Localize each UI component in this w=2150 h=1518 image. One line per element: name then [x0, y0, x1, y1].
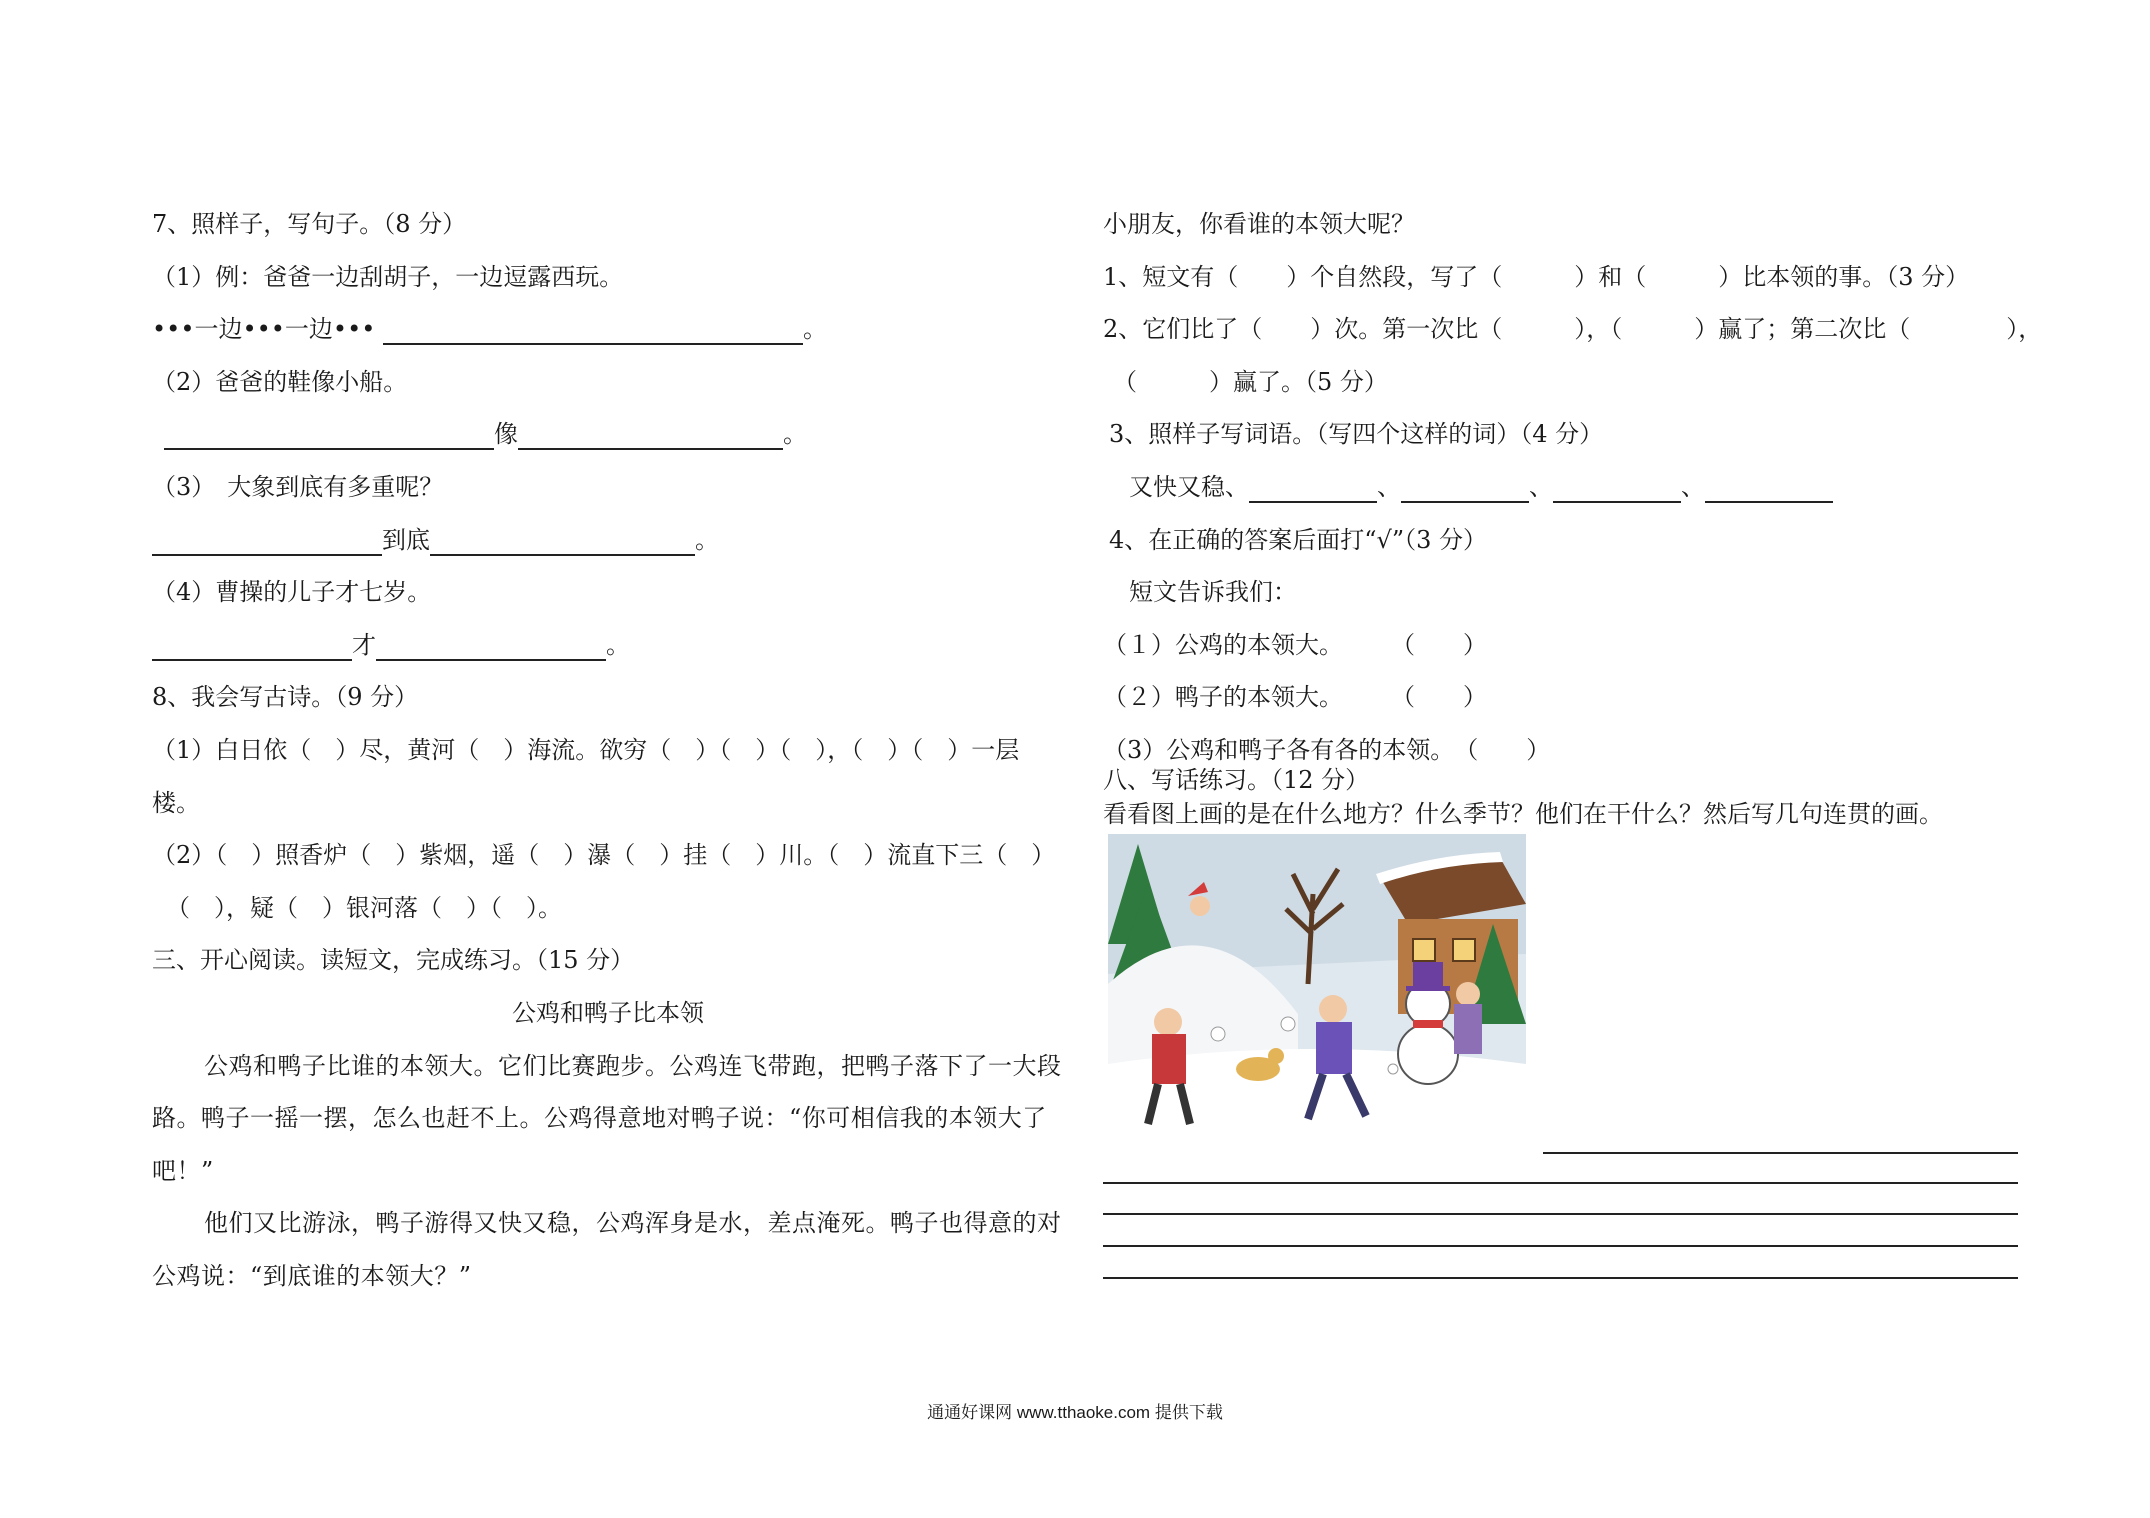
q7-2-answer-row — [152, 408, 1064, 461]
q8-title: 8、我会写古诗。（9 分） — [152, 683, 419, 712]
reading-q3-answer-row — [1103, 461, 2023, 514]
writing-line-1[interactable] — [1543, 1152, 2018, 1154]
reading-q3-blank-1[interactable] — [1249, 475, 1377, 503]
q7-1-pattern: •••一边•••一边••• — [152, 315, 376, 344]
q7-2-blank-b[interactable] — [518, 422, 783, 450]
reading-q3-sep-2: 、 — [1529, 472, 1553, 501]
story-title: 公鸡和鸭子比本领 — [512, 998, 704, 1027]
q7-4-period: 。 — [606, 630, 630, 659]
section-8-title: 八、写话练习。（12 分） — [1103, 765, 1370, 794]
reading-q2-line-b: （ ）赢了。（5 分） — [1113, 367, 1388, 396]
reading-q4-intro: 短文告诉我们： — [1129, 578, 1297, 607]
q7-4-blank-a[interactable] — [152, 633, 352, 661]
q7-3-period: 。 — [695, 525, 719, 554]
q7-title: 7、照样子，写句子。（8 分） — [152, 210, 467, 238]
reading-q4-option-2[interactable]: （２）鸭子的本领大。 （ ） — [1103, 683, 1487, 712]
reading-q3-blank-3[interactable] — [1553, 475, 1681, 503]
story-paragraph-2: 他们又比游泳，鸭子游得又快又稳，公鸡浑身是水，差点淹死。鸭子也得意的对公鸡说：“到底谁的本领大？” — [152, 1209, 1062, 1290]
q7-4-example: （4）曹操的儿子才七岁。 — [152, 578, 432, 607]
reading-q1: 1、短文有（ ）个自然段，写了（ ）和（ ）比本领的事。（3 分） — [1103, 262, 1970, 291]
reading-q4-option-1[interactable]: （１）公鸡的本领大。 （ ） — [1103, 630, 1487, 659]
q7-1-example: （1）例：爸爸一边刮胡子，一边逗露西玩。 — [152, 262, 624, 291]
right-column — [1103, 198, 2043, 831]
q7-4-word: 才 — [352, 630, 376, 659]
writing-line-2[interactable] — [1103, 1182, 2018, 1184]
q7-3-blank-b[interactable] — [430, 528, 695, 556]
q7-1-answer-row — [152, 303, 1064, 356]
q7-2-period: 。 — [783, 420, 807, 449]
q7-2-blank-a[interactable] — [164, 422, 494, 450]
reading-q3-blank-4[interactable] — [1705, 475, 1833, 503]
writing-line-3[interactable] — [1103, 1213, 2018, 1215]
section-3-title: 三、开心阅读。读短文，完成练习。（15 分） — [152, 946, 635, 975]
reading-q3: 3、照样子写词语。（写四个这样的词）（4 分） — [1109, 420, 1604, 449]
q7-3-word: 到底 — [382, 525, 430, 554]
winter-scene-illustration — [1108, 834, 1526, 1144]
q8-1-line-b: 楼。 — [152, 788, 200, 817]
writing-line-5[interactable] — [1103, 1277, 2018, 1279]
reading-q3-sep-3: 、 — [1681, 472, 1705, 501]
q8-2-line-a: （2）（ ）照香炉（ ）紫烟，遥（ ）瀑（ ）挂（ ）川。（ ）流直下三（ ） — [152, 841, 1056, 870]
q7-3-example: （3） 大象到底有多重呢？ — [152, 472, 444, 501]
reading-q4: 4、在正确的答案后面打“√”（3 分） — [1109, 525, 1487, 554]
reading-q3-blank-2[interactable] — [1401, 475, 1529, 503]
q7-3-answer-row — [152, 514, 1064, 567]
q7-1-blank[interactable] — [383, 317, 803, 345]
q7-4-blank-b[interactable] — [376, 633, 606, 661]
writing-line-4[interactable] — [1103, 1245, 2018, 1247]
reading-q2-line-a: 2、它们比了（ ）次。第一次比（ ），（ ）赢了；第二次比（ ）， — [1103, 315, 2043, 344]
q8-1-line-a: （1）白日依（ ）尽，黄河（ ）海流。欲穷（ ）（ ）（ ），（ ）（ ）一层 — [152, 735, 1020, 764]
footer-source: 通通好课网 www.tthaoke.com 提供下载 — [927, 1403, 1223, 1422]
reading-q3-example: 又快又稳、 — [1129, 472, 1249, 501]
reading-q3-sep-1: 、 — [1377, 472, 1401, 501]
q7-1-period: 。 — [803, 315, 828, 344]
q8-2-line-b: （ ），疑（ ）银河落（ ）（ ）。 — [166, 893, 562, 922]
left-column — [152, 198, 1064, 1302]
reading-q4-option-3[interactable]: （3）公鸡和鸭子各有各的本领。 （ ） — [1103, 735, 1551, 764]
section-8-prompt: 看看图上画的是在什么地方？什么季节？他们在干什么？然后写几句连贯的画。 — [1103, 799, 1943, 828]
q7-2-example: （2）爸爸的鞋像小船。 — [152, 367, 408, 396]
story-paragraph-1: 公鸡和鸭子比谁的本领大。它们比赛跑步。公鸡连飞带跑，把鸭子落下了一大段路。鸭子一摇一摆，怎么也赶不上。公鸡得意地对鸭子说：“你可相信我的本领大了吧！” — [152, 1051, 1062, 1185]
q7-3-blank-a[interactable] — [152, 528, 382, 556]
q7-4-answer-row — [152, 619, 1064, 672]
q7-2-word: 像 — [494, 420, 518, 449]
reading-prompt: 小朋友，你看谁的本领大呢？ — [1103, 210, 1415, 238]
